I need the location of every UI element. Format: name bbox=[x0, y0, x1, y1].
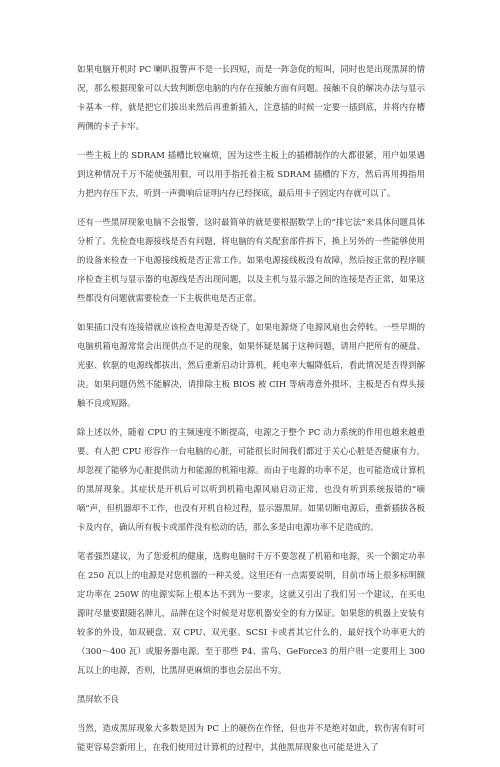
paragraph: 还有一些黑屏现象电脑不会报警，这时最简单的就是要根据数学上的“排它法”来具体问题具体分析了。先检查电源接线是否有问题，将电脑的有关配套部件拆下，换上另外的一些能够使用的设备来检查一下电源接线板是否正常工作。如果电源接线板没有故障，然后按正常的程序顺序检查主机与显示器的电源线是否出现问题，以及主机与显示器之间的连接是否正常，如果这些都没有问题就需要检查一下主板供电是否正常。 bbox=[77, 217, 425, 303]
paragraph: 如果电脑开机时 PC 喇叭报警声不是一长四短，而是一阵急促的短叫，同时也是出现黑屏的情况，那么根据现象可以大致判断您电脑的内存在接触方面有问题。接触不良的解决办法与显示卡基本一样，就是把它们拔出来然后再重新插入，注意插的时候一定要一插到底，并将内存槽两侧的卡子卡牢。 bbox=[77, 64, 425, 131]
paragraph: 当然，造成黑屏现象大多数是因为 PC 上的硬伤在作怪，但也并不是绝对如此，软伤害有时可能更容易尝新用上，在我们使用过计算机的过程中，其他黑屏现象也可能是进入了 bbox=[77, 723, 425, 752]
paragraph: 除上述以外，随着 CPU 的主频速度不断提高，电源之于整个 PC 动力系统的作用也越来越重要。有人把 CPU 形容作一台电脑的心脏，可能很长时间我们都过于关心心脏是否健康有力，却忽视了能够为心脏提供动力和能源的机箱电源。而由于电源的功率不足，也可能造成计算机的黑屏现象。其症状是开机后可以听到机箱电源风扇启动正常，也没有听到系统报错的“嘀嘀”声，但机器却不工作，也没有开机自检过程，显示器黑屏。如果切断电源后，重新插拔各板卡及内存，确认所有板卡或部件没有松动的话，那么多是由电源功率不足造成的。 bbox=[77, 427, 425, 532]
paragraph: 一些主板上的 SDRAM 插槽比较麻烦，因为这些主板上的插槽制作的大都很紧，用户如果遇到这种情况千万不能使强用狠，可以用手指托着主板 SDRAM 插槽的下方，然后再用拇指用力把内存压下去，听到一声微响后证明内存已经探底，最后用卡子固定内存就可以了。 bbox=[77, 150, 425, 198]
paragraph: 笔者强烈建议，为了您爱机的健康，选购电脑时千万不要忽视了机箱和电源，买一个额定功率在 250 瓦以上的电源是对您机器的一种关爱。这里还有一点需要说明，目前市场上很多标明额定功率在 250W 的电源实际上根本达不到为一要求，这就又引出了我们另一个建议，在买电源时尽量要跟随名牌儿，品牌在这个时候是对您机器安全的有力保证。如果您的机器上安装有较多的外设，如双硬盘、双 CPU、双光驱、SCSI 卡或者其它什么的，最好找个功率更大的（300～400 瓦）或服务器电源。至于那些 P4、雷鸟、GeForce3 的用户则一定要用上 300 瓦以上的电源，否则，比黑屏更麻烦的事也会层出不穷。 bbox=[77, 551, 425, 675]
document-body bbox=[77, 60, 425, 767]
section-heading: 黑屏软不良 bbox=[77, 694, 119, 704]
paragraph: 如果插口没有连接错就应该检查电源是否烧了，如果电源烧了电源风扇也会停转。一些早期的电脑机箱电源常常会出现供点不足的现象，如果怀疑是属于这种问题，请用户把所有的硬盘、光驱、软驱的电源线都拔出，然后重新启动计算机，耗电率大幅降低后，看此情况是否得到解决。如果问题仍然不能解决，请排除主板 BIOS 被 CIH 等病毒意外损坏、主板是否有焊头接触不良或短路。 bbox=[77, 322, 425, 408]
